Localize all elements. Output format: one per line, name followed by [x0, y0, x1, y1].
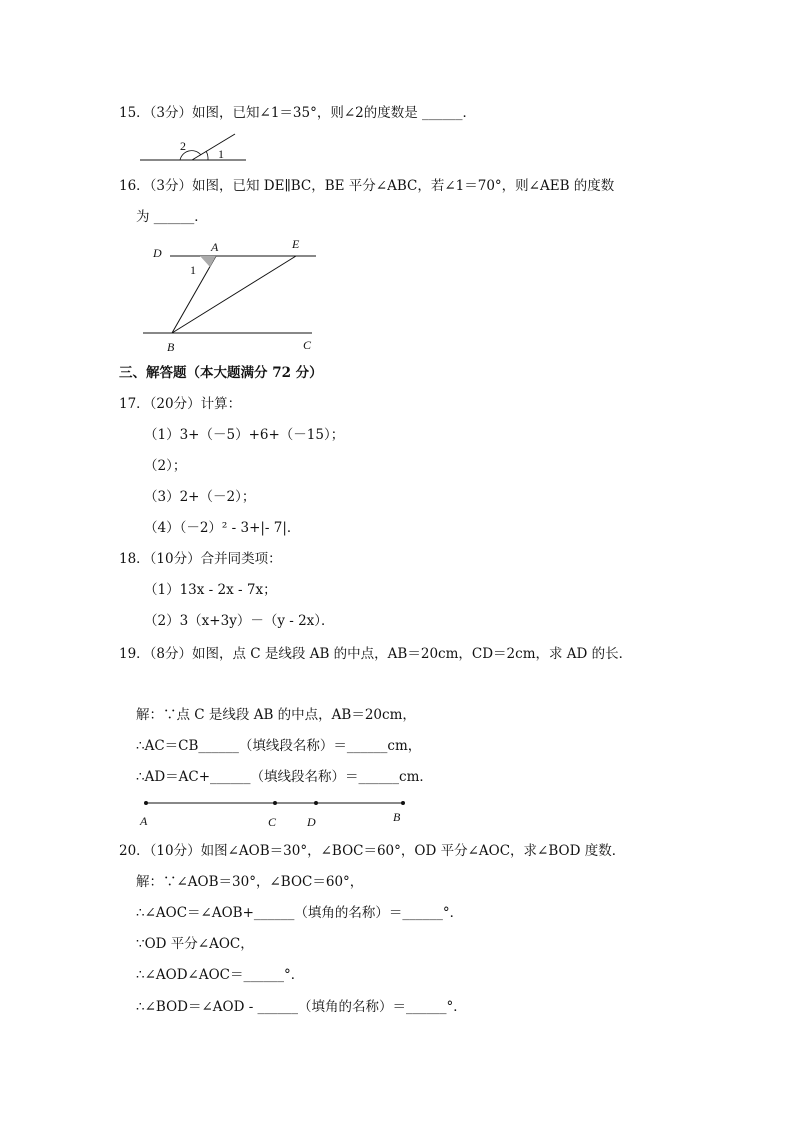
- q18-item-2: （2）3（x+3y）－（y - 2x）．: [144, 613, 335, 629]
- q16-label-B: B: [167, 340, 175, 354]
- q17-item-2: （2）；: [144, 458, 187, 474]
- q18-title: 18．（10分）合并同类项：: [119, 551, 282, 567]
- q20-sol-4: ∴∠AOD∠AOC＝______°．: [136, 967, 305, 983]
- q17-item-3: （3）2+（－2）；: [144, 489, 256, 505]
- section-heading: 三、解答题（本大题满分 72 分）: [119, 365, 323, 381]
- q17-item-1: （1）3+（－5）+6+（－15）；: [144, 427, 345, 443]
- q16-label-D: D: [153, 246, 162, 260]
- q16-label-A: A: [211, 240, 219, 254]
- q19-label-A: A: [140, 814, 148, 828]
- q19-label-D: D: [307, 815, 316, 829]
- q17-title: 17．（20分）计算：: [119, 396, 242, 412]
- q16-label-E: E: [292, 237, 300, 251]
- q15-label-2: 2: [180, 139, 186, 153]
- q16-line1: 16．（3分）如图，已知 DE∥BC，BE 平分∠ABC，若∠1＝70°，则∠AEB 的度数: [119, 178, 615, 194]
- q20-sol-3: ∵OD 平分∠AOC，: [136, 936, 254, 952]
- q17-item-4: （4）（－2）² - 3+|- 7|．: [144, 520, 301, 536]
- q19-sol-3: ∴AD＝AC+______（填线段名称）＝______cm．: [136, 769, 433, 785]
- q20-title: 20．（10分）如图∠AOB＝30°，∠BOC＝60°，OD 平分∠AOC，求∠BOD 度数．: [119, 843, 626, 859]
- q16-label-C: C: [303, 338, 312, 352]
- q19-sol-2: ∴AC＝CB______（填线段名称）＝______cm，: [136, 738, 422, 754]
- q15-text: 15．（3分）如图，已知∠1＝35°，则∠2的度数是 ______．: [119, 105, 477, 121]
- q19-title: 19．（8分）如图，点 C 是线段 AB 的中点，AB＝20cm，CD＝2cm，求 AD 的长．: [119, 646, 633, 662]
- q16-label-1: 1: [190, 263, 196, 277]
- q20-sol-1: 解：∵∠AOB＝30°，∠BOC＝60°，: [136, 874, 364, 890]
- q20-sol-2: ∴∠AOC＝∠AOB+______（填角的名称）＝______°．: [136, 905, 464, 921]
- q19-label-C: C: [268, 815, 277, 829]
- q19-sol-1: 解：∵点 C 是线段 AB 的中点，AB＝20cm，: [136, 707, 416, 723]
- q15-label-1: 1: [218, 147, 224, 161]
- q20-sol-5: ∴∠BOD＝∠AOD - ______（填角的名称）＝______°．: [136, 999, 467, 1015]
- q19-label-B: B: [393, 810, 401, 824]
- q18-item-1: （1）13x - 2x - 7x；: [144, 582, 277, 598]
- q16-line2: 为 ______．: [136, 209, 208, 225]
